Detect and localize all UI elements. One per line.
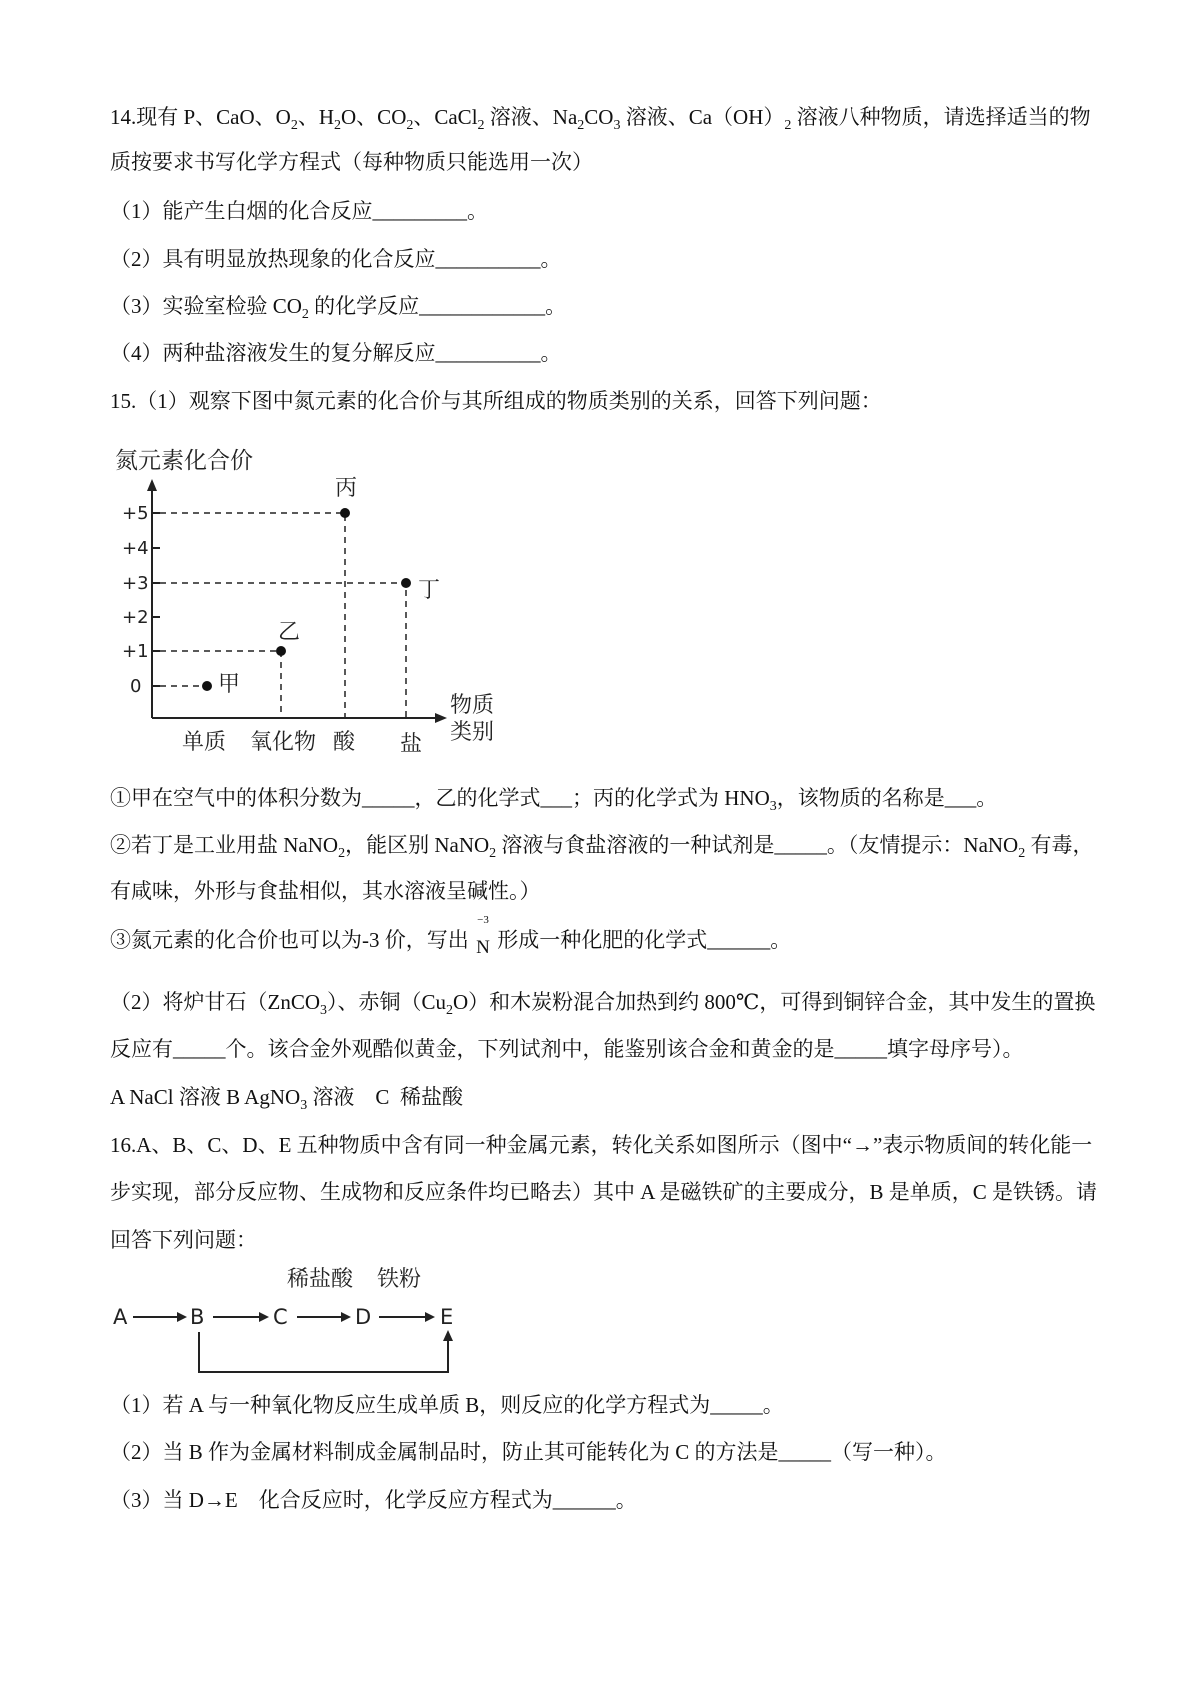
x-category-label: 氧化物 — [250, 730, 317, 755]
chart-y-title: 氮元素化合价 — [115, 448, 253, 474]
valence-chart — [100, 435, 520, 760]
q14-part-1: （1）能产生白烟的化合反应_________。 — [110, 199, 488, 223]
point-label-yi: 乙 — [278, 620, 301, 645]
q16-line-3: 回答下列问题： — [110, 1228, 257, 1252]
text: ①甲在空气中的体积分数为_____，乙的化学式___；丙的化学式为 HNO — [110, 786, 770, 810]
y-tick-label: +3 — [122, 573, 149, 594]
q15-part-2-line-1 — [110, 988, 1095, 1025]
text: 有毒， — [1025, 833, 1094, 857]
x-category-label: 酸 — [333, 730, 356, 755]
text: ）、赤铜（Cu — [327, 990, 447, 1014]
subscript: 2 — [338, 846, 346, 861]
subscript: 2 — [1018, 846, 1026, 861]
guide-bing — [160, 513, 345, 718]
subscript: 3 — [320, 1003, 327, 1018]
text: （2）将炉甘石（ZnCO — [110, 990, 320, 1014]
q14-part-4: （4）两种盐溶液发生的复分解反应__________。 — [110, 341, 562, 365]
x-category-label: 盐 — [400, 732, 423, 757]
text: ②若丁是工业用盐 NaNO — [110, 833, 339, 857]
subscript: 2 — [784, 118, 792, 133]
text: ，该物质的名称是___。 — [776, 786, 998, 810]
text: 、CaCl — [413, 105, 478, 129]
text: 、H — [297, 105, 335, 129]
label-cd: 稀盐酸 — [287, 1267, 354, 1292]
q14-line-1 — [110, 103, 1091, 140]
q16-line-1: 16.A、B、C、D、E 五种物质中含有同一种金属元素，转化关系如图所示（图中“→”表示物质间的转化能一 — [110, 1133, 1093, 1157]
y-tick-label: +2 — [122, 607, 149, 628]
subscript: 2 — [446, 1003, 454, 1018]
q15-intro: 15.（1）观察下图中氮元素的化合价与其所组成的物质类别的关系，回答下列问题： — [110, 389, 882, 413]
text: 溶液 C 稀盐酸 — [307, 1085, 463, 1109]
q15-sub-1 — [110, 784, 997, 821]
text: A NaCl 溶液 B AgNO — [110, 1085, 301, 1109]
subscript: 2 — [489, 846, 497, 861]
q14-part-3 — [110, 292, 566, 329]
text: ③氮元素的化合价也可以为-3 价，写出 — [110, 928, 474, 952]
q16-part-2: （2）当 B 作为金属材料制成金属制品时，防止其可能转化为 C 的方法是_____（写一种）。 — [110, 1440, 947, 1464]
arrowhead — [443, 1330, 453, 1341]
arrowhead — [177, 1312, 187, 1322]
text: 溶液八种物质，请选择适当的物 — [791, 105, 1091, 129]
chart-x-title-2: 类别 — [450, 720, 495, 745]
y-tick-label: +5 — [122, 503, 149, 524]
text: （3）实验室检验 CO — [110, 294, 302, 318]
text: 的化学反应____________。 — [308, 294, 567, 318]
node-b: B — [190, 1305, 205, 1329]
text: 溶液、Na — [484, 105, 578, 129]
q15-options — [110, 1083, 463, 1120]
q16-part-3: （3）当 D→E 化合反应时，化学反应方程式为______。 — [110, 1488, 637, 1512]
text: 形成一种化肥的化学式______。 — [492, 928, 792, 952]
q14-part-2: （2）具有明显放热现象的化合反应__________。 — [110, 247, 562, 271]
charge-label: −3 — [477, 914, 489, 926]
conversion-diagram — [105, 1262, 465, 1382]
q15-sub-2-cont: 有咸味，外形与食盐相似，其水溶液呈碱性。） — [110, 879, 541, 903]
y-tick-label: +1 — [122, 641, 149, 662]
text: ，能区别 NaNO — [345, 833, 490, 857]
point-jia — [202, 681, 212, 691]
text: 14.现有 P、CaO、O — [110, 105, 291, 129]
x-axis-arrow — [435, 713, 447, 723]
arrowhead — [259, 1312, 269, 1322]
q16-part-1: （1）若 A 与一种氧化物反应生成单质 B，则反应的化学方程式为_____。 — [110, 1393, 784, 1417]
point-label-ding: 丁 — [418, 578, 441, 603]
point-yi — [276, 646, 286, 656]
text: 溶液、Ca（OH） — [620, 105, 785, 129]
subscript: 2 — [477, 118, 485, 133]
chart-x-title-1: 物质 — [450, 693, 495, 718]
y-tick-label: 0 — [130, 676, 142, 697]
point-label-bing: 丙 — [335, 476, 358, 501]
node-e: E — [440, 1305, 454, 1329]
x-category-label: 单质 — [182, 730, 227, 755]
node-a: A — [113, 1305, 128, 1329]
subscript: 2 — [334, 118, 342, 133]
subscript: 2 — [406, 118, 414, 133]
arrowhead — [425, 1312, 435, 1322]
node-c: C — [273, 1305, 288, 1329]
point-ding — [401, 578, 411, 588]
text: O）和木炭粉混合加热到约 800℃，可得到铜锌合金，其中发生的置换 — [453, 990, 1096, 1014]
label-de: 铁粉 — [377, 1267, 422, 1292]
arrow-be — [199, 1332, 448, 1372]
q14-line-2: 质按要求书写化学方程式（每种物质只能选用一次） — [110, 150, 593, 174]
node-d: D — [355, 1305, 372, 1329]
text: 溶液与食盐溶液的一种试剂是_____。（友情提示：NaNO — [496, 833, 1019, 857]
subscript: 3 — [613, 118, 621, 133]
subscript: 3 — [769, 799, 777, 814]
text: O、CO — [341, 105, 407, 129]
point-bing — [340, 508, 350, 518]
q15-sub-3 — [110, 914, 792, 958]
y-tick-label: +4 — [122, 538, 149, 559]
charged-element — [474, 914, 492, 958]
arrowhead — [341, 1312, 351, 1322]
text: CO — [584, 105, 614, 129]
subscript: 3 — [300, 1098, 308, 1113]
q15-part-2-line-2: 反应有_____个。该合金外观酷似黄金，下列试剂中，能鉴别该合金和黄金的是_____填字母序号）。 — [110, 1037, 1024, 1061]
point-label-jia: 甲 — [218, 672, 241, 697]
subscript: 2 — [301, 307, 309, 322]
q16-line-2: 步实现，部分反应物、生成物和反应条件均已略去）其中 A 是磁铁矿的主要成分，B 是单质，C 是铁锈。请 — [110, 1180, 1098, 1204]
subscript: 2 — [290, 118, 298, 133]
element-symbol: N — [476, 937, 490, 958]
q15-sub-2 — [110, 831, 1093, 868]
subscript: 2 — [577, 118, 585, 133]
y-axis-arrow — [147, 479, 157, 491]
